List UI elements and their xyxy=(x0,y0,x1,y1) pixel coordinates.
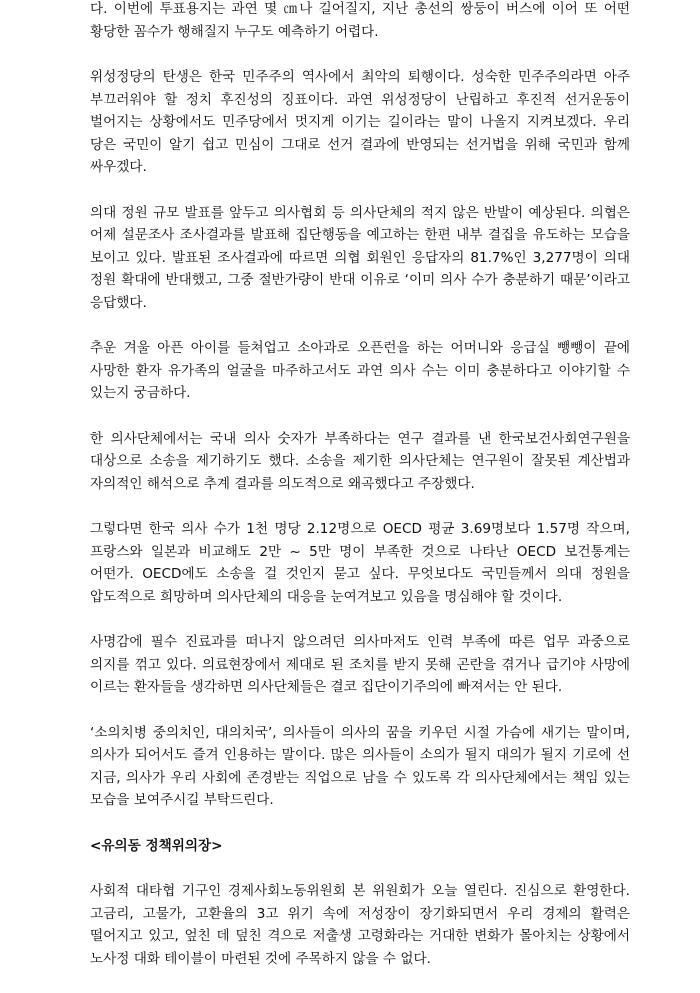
paragraph-pediatric-openrun: 추운 겨울 아픈 아이를 들쳐업고 소아과로 오픈런을 하는 어머니와 응급실 뺑뺑이 끝에 사망한 환자 유가족의 얼굴을 마주하고서도 과연 의사 수는 이미 충분하다고 이야기할 수 있는지 궁금하다. xyxy=(90,340,630,401)
paragraph-essential-care: 사명감에 필수 진료과를 떠나지 않으려던 의사마저도 인력 부족에 따른 업무 과중으로 의지를 꺾고 있다. 의료현장에서 제대로 된 조치를 받지 못해 곤란을 겪거나 급기야 사망에 이르는 환자들을 생각하면 의사단체들은 결코 집단이기주의에 빠져서는 안 된다. xyxy=(90,634,630,695)
paragraph-oecd-statistics: 그렇다면 한국 의사 수가 1천 명당 2.12명으로 OECD 평균 3.69명보다 1.57명 작으며, 프랑스와 일본과 비교해도 2만 ~ 5만 명이 부족한 것으로 나타난 OECD 보건통계는 어떤가. OECD에도 소송을 걸 것인지 묻고 싶다. 무엇보다도 국민들께서 의대 정원을 압도적으로 희망하며 의사단체의 대응을 눈여겨보고 있음을 명심해야 할 것이다. xyxy=(90,521,630,605)
paragraph-lawsuit: 한 의사단체에서는 국내 의사 숫자가 부족하다는 연구 결과를 낸 한국보건사회연구원을 대상으로 소송을 제기하기도 했다. 소송을 제기한 의사단체는 연구원이 잘못된 계산법과 자의적인 해석으로 추계 결과를 의도적으로 왜곡했다고 주장했다. xyxy=(90,430,630,492)
speaker-heading: <유의동 정책위의장> xyxy=(90,837,223,854)
paragraph-great-doctor: ‘소의치병 중의치인, 대의치국’, 의사들이 의사의 꿈을 키우던 시절 가슴에 새기는 말이며, 의사가 되어서도 즐겨 인용하는 말이다. 많은 의사들이 소의가 될지 대의가 될지 기로에 선 지금, 의사가 우리 사회에 존경받는 직업으로 남을 수 있도록 각 의사단체에서는 책임 있는 모습을 보여주시길 부탁드린다. xyxy=(90,724,630,808)
paragraph-ballot: 다. 이번에 투표용지는 과연 몇 ㎝나 길어질지, 지난 총선의 쌍둥이 버스에 이어 또 어떤 황당한 꼼수가 행해질지 누구도 예측하기 어렵다. xyxy=(90,1,630,40)
paragraph-medical-quota: 의대 정원 규모 발표를 앞두고 의사협회 등 의사단체의 적지 않은 반발이 예상된다. 의협은 어제 설문조사 조사결과를 발표해 집단행동을 예고하는 한편 내부 결집을 유도하는 모습을 보이고 있다. 발표된 조사결과에 따르면 의협 회원인 응답자의 81.7%인 3,277명이 의대 정원 확대에 반대했고, 그중 절반가량이 반대 이유로 ‘이미 의사 수가 충분하기 때문’이라고 응답했다. xyxy=(90,204,630,311)
document-body xyxy=(90,0,630,993)
paragraph-economic-council: 사회적 대타협 기구인 경제사회노동위원회 본 위원회가 오늘 열린다. 진심으로 환영한다. 고금리, 고물가, 고환율의 3고 위기 속에 저성장이 장기화되면서 우리 경제의 활력은 떨어지고 있고, 엎친 데 덮친 격으로 저출생 고령화라는 거대한 변화가 몰아치는 상황에서 노사정 대화 테이블이 마련된 것에 주목하지 않을 수 없다. xyxy=(90,883,630,967)
paragraph-satellite-party: 위성정당의 탄생은 한국 민주주의 역사에서 최악의 퇴행이다. 성숙한 민주주의라면 아주 부끄러워야 할 정치 후진성의 징표이다. 과연 위성정당이 난립하고 후진적 선거운동이 벌어지는 상황에서도 민주당에서 멋지게 이기는 길이라는 말이 나올지 지켜보겠다. 우리 당은 국민이 알기 쉽고 민심이 그대로 선거 결과에 반영되는 선거법을 위해 국민과 함께 싸우겠다. xyxy=(90,69,631,175)
